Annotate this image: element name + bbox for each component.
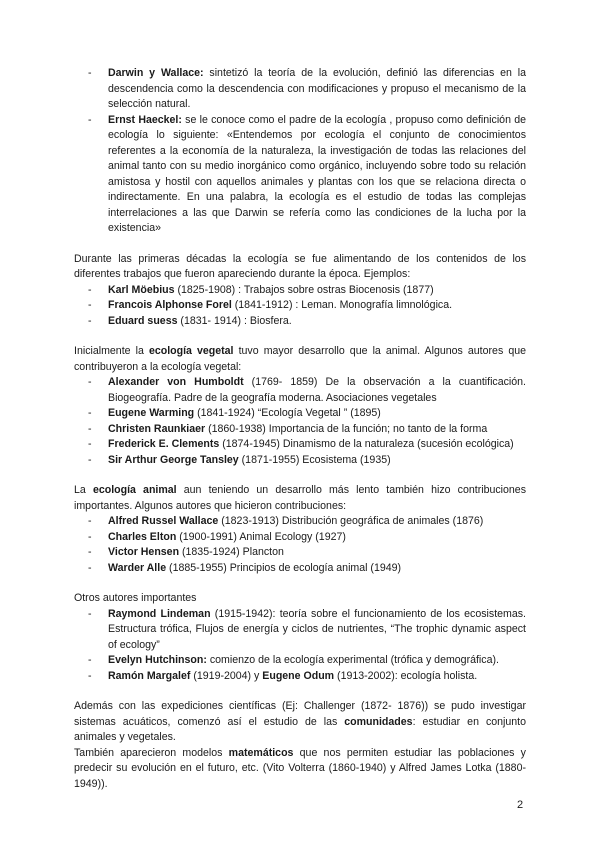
list-plant-authors bbox=[74, 375, 526, 468]
paragraph-early-decades: Durante las primeras décadas la ecología se fue alimentando de los contenidos de los diferentes trabajos que fueron apareciendo durante la época. Ejemplos: bbox=[74, 252, 526, 280]
list-item: - Eduard suess (1831- 1914) : Biosfera. bbox=[74, 314, 526, 330]
list-item: - Francois Alphonse Forel (1841-1912) : Leman. Monografía limnológica. bbox=[74, 298, 526, 314]
list-item: - Ernst Haeckel: se le conoce como el padre de la ecología , propuso como definición de ecología lo siguiente: «Entendemos por ecología el conjunto de conocimientos referentes a la economía de la naturaleza, la investigación de todas las relaciones del animal tanto con su medio inorgánico como orgánico, incluyendo sobre todo su relación amistosa y hostil con aquellos animales y plantas con los que se relaciona directa o indirectamente. En una palabra, la ecología es el estudio de todas las complejas interrelaciones a las que Darwin se refería como las condiciones de la lucha por la existencia» bbox=[74, 113, 526, 237]
list-item: - Charles Elton (1900-1991) Animal Ecology (1927) bbox=[74, 530, 526, 546]
page-number: 2 bbox=[517, 799, 524, 811]
list-item: - Frederick E. Clements (1874-1945) Dinamismo de la naturaleza (sucesión ecológica) bbox=[74, 437, 526, 453]
list-item: - Christen Raunkiaer (1860-1938) Importancia de la función; no tanto de la forma bbox=[74, 422, 526, 438]
list-item: - Darwin y Wallace: sintetizó la teoría de la evolución, definió las diferencias en la descendencia como la descendencia con modificaciones y propuso el mecanismo de la selección natural. bbox=[74, 66, 526, 113]
paragraph-animal-ecology: La ecología animal aun teniendo un desarrollo más lento también hizo contribuciones importantes. Algunos autores que hicieron contribuciones: bbox=[74, 484, 526, 512]
list-item: - Alfred Russel Wallace (1823-1913) Distribución geográfica de animales (1876) bbox=[74, 514, 526, 530]
list-item: - Evelyn Hutchinson: comienzo de la ecología experimental (trófica y demográfica). bbox=[74, 653, 526, 669]
list-item: - Ramón Margalef (1919-2004) y Eugene Odum (1913-2002): ecología holista. bbox=[74, 669, 526, 685]
paragraph-communities: Además con las expediciones científicas (Ej: Challenger (1872- 1876)) se pudo investigar sistemas acuáticos, comenzó así el estudio de las comunidades: estudiar en conjunto animales y vegetales. bbox=[74, 700, 526, 743]
list-animal-authors bbox=[74, 514, 526, 576]
document-page bbox=[74, 66, 526, 792]
list-founders bbox=[74, 66, 526, 237]
list-item: - Sir Arthur George Tansley (1871-1955) Ecosistema (1935) bbox=[74, 453, 526, 469]
list-item: - Warder Alle (1885-1955) Principios de ecología animal (1949) bbox=[74, 561, 526, 577]
list-early-works bbox=[74, 283, 526, 330]
list-item: - Karl Möebius (1825-1908) : Trabajos sobre ostras Biocenosis (1877) bbox=[74, 283, 526, 299]
paragraph-plant-ecology: Inicialmente la ecología vegetal tuvo mayor desarrollo que la animal. Algunos autores que contribuyeron a la ecología vegetal: bbox=[74, 345, 526, 373]
list-item: - Victor Hensen (1835-1924) Plancton bbox=[74, 545, 526, 561]
list-other-authors bbox=[74, 607, 526, 685]
list-item: - Eugene Warming (1841-1924) “Ecología Vegetal ” (1895) bbox=[74, 406, 526, 422]
paragraph-models: También aparecieron modelos matemáticos que nos permiten estudiar las poblaciones y predecir su evolución en el futuro, etc. (Vito Volterra (1860-1940) y Alfred James Lotka (1880-1949)). bbox=[74, 746, 526, 790]
list-item: - Raymond Lindeman (1915-1942): teoría sobre el funcionamiento de los ecosistemas. Estructura trófica, Flujos de energía y ciclos de nutrientes, “The trophic dynamic aspect of ecology” bbox=[74, 607, 526, 654]
list-item: - Alexander von Humboldt (1769- 1859) De la observación a la cuantificación. Biogeografía. Padre de la geografía moderna. Asociaciones vegetales bbox=[74, 375, 526, 406]
paragraph-other-authors: Otros autores importantes bbox=[74, 592, 197, 604]
